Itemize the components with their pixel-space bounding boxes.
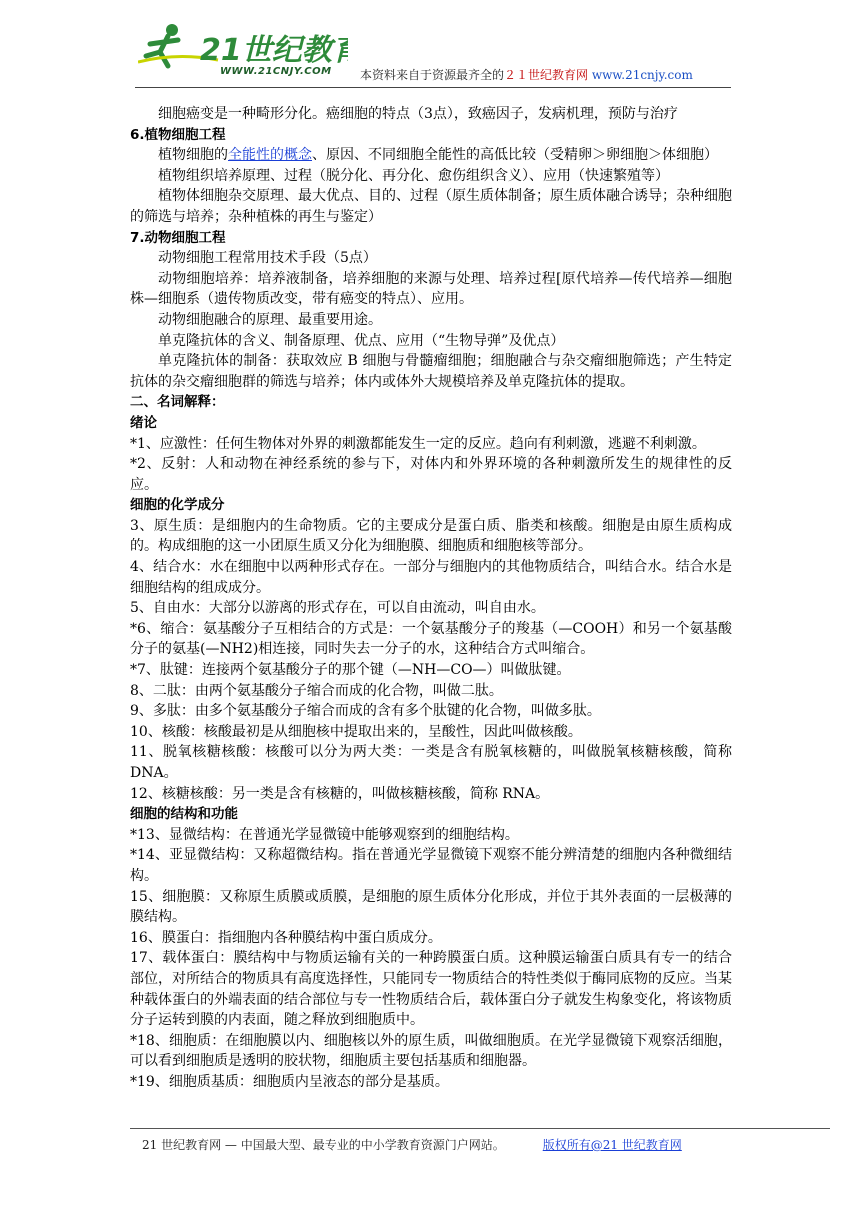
term-item: 8、二肽：由两个氨基酸分子缩合而成的化合物，叫做二肽。 bbox=[130, 682, 503, 699]
page-footer bbox=[142, 1136, 682, 1153]
subheading-structure: 细胞的结构和功能 bbox=[130, 806, 238, 823]
subheading-chemistry: 细胞的化学成分 bbox=[130, 497, 225, 514]
paragraph-totipotency-lead: 植物细胞的 bbox=[158, 147, 228, 164]
paragraph-cell-fusion: 动物细胞融合的原理、最重要用途。 bbox=[158, 311, 382, 328]
footer-divider bbox=[130, 1128, 830, 1129]
term-item: *14、亚显微结构：又称超微结构。指在普通光学显微镜下观察不能分辨清楚的细胞内各种微细结构。 bbox=[130, 847, 732, 884]
document-body bbox=[130, 104, 732, 1093]
totipotency-link[interactable]: 全能性的概念 bbox=[228, 147, 312, 164]
paragraph-monoclonal: 单克隆抗体的含义、制备原理、优点、应用（“生物导弹”及优点） bbox=[158, 332, 565, 349]
paragraph-monoclonal-prep: 单克隆抗体的制备：获取效应 B 细胞与骨髓瘤细胞；细胞融合与杂交瘤细胞筛选；产生特定抗体的杂交瘤细胞群的筛选与培养；体内或体外大规模培养及单克隆抗体的提取。 bbox=[130, 353, 732, 390]
paragraph-tissue-culture: 植物组织培养原理、过程（脱分化、再分化、愈伤组织含义）、应用（快速繁殖等） bbox=[158, 167, 669, 184]
term-item: *6、缩合：氨基酸分子互相结合的方式是：一个氨基酸分子的羧基（—COOH）和另一个氨基酸分子的氨基(—NH2)相连接，同时失去一分子的水，这种结合方式叫缩合。 bbox=[130, 620, 732, 658]
term-item: 3、原生质：是细胞内的生命物质。它的主要成分是蛋白质、脂类和核酸。细胞是由原生质构成的。构成细胞的这一小团原生质又分化为细胞膜、细胞质和细胞核等部分。 bbox=[130, 517, 732, 555]
logo-text: 21世纪教育 bbox=[200, 33, 348, 68]
term-item: *2、反射：人和动物在神经系统的参与下，对体内和外界环境的各种刺激所发生的规律性的反应。 bbox=[130, 456, 732, 493]
subheading-intro: 绪论 bbox=[130, 414, 157, 431]
term-item: *7、肽键：连接两个氨基酸分子的那个键（—NH—CO—）叫做肽键。 bbox=[130, 662, 571, 679]
header-note-prefix: 本资料来自于资源最齐全的 bbox=[360, 68, 505, 82]
section-heading-animal: 7.动物细胞工程 bbox=[130, 229, 226, 246]
runner-logo-icon bbox=[138, 22, 348, 72]
term-item: 5、自由水：大部分以游离的形式存在，可以自由流动，叫自由水。 bbox=[130, 600, 545, 617]
term-item: 9、多肽：由多个氨基酸分子缩合而成的含有多个肽键的化合物，叫做多肽。 bbox=[130, 703, 601, 720]
header-source-note bbox=[360, 66, 693, 83]
footer-slogan: 21 世纪教育网 — 中国最大型、最专业的中小学教育资源门户网站。 bbox=[142, 1138, 505, 1152]
header-url-link[interactable]: www.21cnjy.com bbox=[591, 68, 693, 82]
paragraph-somatic-hybrid: 植物体细胞杂交原理、最大优点、目的、过程（原生质体制备；原生质体融合诱导；杂种细胞的筛选与培养；杂种植株的再生与鉴定） bbox=[130, 188, 732, 225]
header-divider bbox=[135, 87, 731, 88]
paragraph-totipotency-rest: 、原因、不同细胞全能性的高低比较（受精卵＞卵细胞＞体细胞） bbox=[312, 147, 718, 164]
term-item: 12、核糖核酸：另一类是含有核糖的，叫做核糖核酸，简称 RNA。 bbox=[130, 785, 550, 802]
term-item: 17、载体蛋白：膜结构中与物质运输有关的一种跨膜蛋白质。这种膜运输蛋白质具有专一的结合部位，对所结合的物质具有高度选择性，只能同专一物质结合的特性类似于酶同底物的反应。当某种载体蛋白的外端表面的结合部位与专一性物质结合后，载体蛋白分子就发生构象变化，将该物质分子运转到膜的内表面，随之释放到细胞质中。 bbox=[130, 950, 732, 1029]
term-item: 15、细胞膜：又称原生质膜或质膜，是细胞的原生质体分化形成，并位于其外表面的一层极薄的膜结构。 bbox=[130, 888, 732, 926]
logo-site-url: WWW.21CNJY.COM bbox=[220, 66, 332, 77]
term-item: *1、应激性：任何生物体对外界的刺激都能发生一定的反应。趋向有利刺激，逃避不利刺激。 bbox=[130, 435, 706, 452]
section-heading-plant: 6.植物细胞工程 bbox=[130, 126, 226, 143]
term-item: 4、结合水：水在细胞中以两种形式存在。一部分与细胞内的其他物质结合，叫结合水。结合水是细胞结构的组成成分。 bbox=[130, 559, 732, 596]
header-brand-link[interactable]: ２１世纪教育网 bbox=[504, 68, 589, 82]
footer-copyright-link[interactable]: 版权所有@21 世纪教育网 bbox=[542, 1138, 682, 1152]
paragraph-animal-tech: 动物细胞工程常用技术手段（5点） bbox=[158, 250, 377, 267]
term-item: 16、膜蛋白：指细胞内各种膜结构中蛋白质成分。 bbox=[130, 929, 442, 946]
paragraph-animal-culture: 动物细胞培养：培养液制备，培养细胞的来源与处理、培养过程[原代培养—传代培养—细胞株—细胞系（遗传物质改变，带有癌变的特点）、应用。 bbox=[130, 270, 732, 308]
page-header bbox=[130, 20, 730, 84]
term-item: 11、脱氧核糖核酸：核酸可以分为两大类：一类是含有脱氧核糖的，叫做脱氧核糖核酸，简称 DNA。 bbox=[130, 744, 732, 781]
term-item: *19、细胞质基质：细胞质内呈液态的部分是基质。 bbox=[130, 1073, 449, 1090]
site-logo[interactable] bbox=[138, 22, 348, 84]
section-heading-terms: 二、名词解释： bbox=[130, 394, 225, 411]
paragraph-totipotency bbox=[130, 145, 732, 166]
term-item: 10、核酸：核酸最初是从细胞核中提取出来的，呈酸性，因此叫做核酸。 bbox=[130, 723, 582, 740]
paragraph-cancer: 细胞癌变是一种畸形分化。癌细胞的特点（3点），致癌因子，发病机理，预防与治疗 bbox=[158, 106, 678, 122]
term-item: *13、显微结构：在普通光学显微镜中能够观察到的细胞结构。 bbox=[130, 826, 519, 843]
term-item: *18、细胞质：在细胞膜以内、细胞核以外的原生质，叫做细胞质。在光学显微镜下观察活细胞，可以看到细胞质是透明的胶状物，细胞质主要包括基质和细胞器。 bbox=[130, 1032, 732, 1070]
